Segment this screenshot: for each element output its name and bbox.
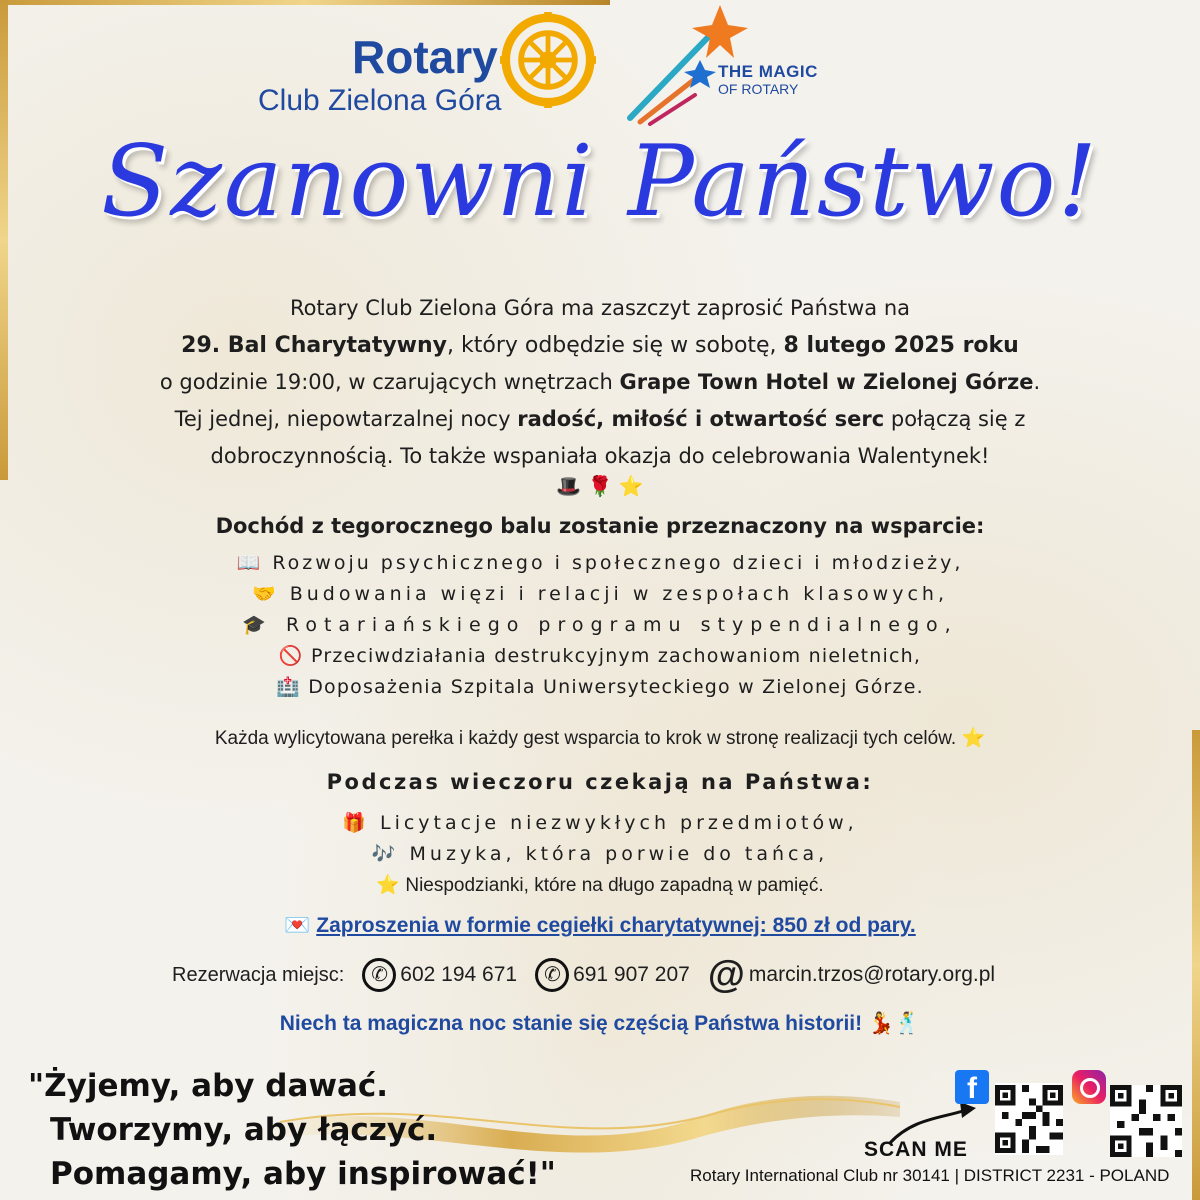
- gift-icon: 🎁: [342, 812, 370, 834]
- intro-highlight: radość, miłość i otwartość serc: [517, 407, 885, 431]
- list-item: [0, 870, 1200, 901]
- phone-number-2[interactable]: 691 907 207: [573, 963, 690, 986]
- event-name: 29. Bal Charytatywny: [181, 333, 448, 358]
- list-item-text: Licytacje niezwykłych przedmiotów,: [380, 812, 858, 834]
- intro-line-2-mid: , który odbędzie się w sobotę,: [447, 333, 784, 358]
- event-venue: Grape Town Hotel w Zielonej Górze: [619, 370, 1034, 394]
- quote-line-1: "Żyjemy, aby dawać.: [28, 1068, 389, 1104]
- evening-list: [0, 808, 1200, 901]
- footer-club-info: Rotary International Club nr 30141 | DISTRICT 2231 - POLAND: [690, 1166, 1170, 1185]
- intro-line-3-a: o godzinie 19:00, w czarujących wnętrzach: [159, 370, 620, 394]
- facebook-qr-code[interactable]: [995, 1083, 1063, 1155]
- gold-frame-top: [0, 0, 610, 5]
- graduation-cap-icon: 🎓: [242, 614, 273, 636]
- invitation-price-text: Zaproszenia w formie cegiełki charytatywnej: 850 zł od pary.: [316, 914, 916, 937]
- magic-of-rotary-line2: OF ROTARY: [718, 81, 799, 97]
- list-item: [0, 839, 1200, 870]
- phone-number-1[interactable]: 602 194 671: [400, 963, 518, 986]
- list-item: [0, 610, 1200, 641]
- intro-line-3-end: .: [1033, 370, 1041, 394]
- closing-line: Każda wylicytowana perełka i każdy gest wsparcia to krok w stronę realizacji tych celów. ⭐: [214, 728, 986, 749]
- instagram-icon[interactable]: [1072, 1070, 1106, 1104]
- prohibited-icon: 🚫: [278, 645, 304, 667]
- list-item: [0, 641, 1200, 672]
- at-sign-icon: @: [707, 954, 745, 996]
- music-notes-icon: 🎶: [371, 843, 400, 865]
- hat-rose-star-icons: 🎩 🌹 ⭐: [556, 474, 644, 498]
- purpose-list: [0, 548, 1200, 703]
- gold-frame-right: [1192, 730, 1200, 1200]
- list-item-text: Rozwoju psychicznego i społecznego dzieci i młodzieży,: [272, 552, 964, 574]
- email-address[interactable]: marcin.trzos@rotary.org.pl: [748, 963, 996, 986]
- gold-frame-left: [0, 0, 8, 480]
- rotary-wheel-icon: [500, 12, 596, 108]
- intro-line-4: [90, 401, 1110, 438]
- motto-quote: [28, 1064, 556, 1196]
- invitation-price: [0, 914, 1200, 938]
- intro-line-1: Rotary Club Zielona Góra ma zaszczyt zaprosić Państwa na: [289, 296, 911, 320]
- list-item: [0, 579, 1200, 610]
- event-date: 8 lutego 2025 roku: [783, 333, 1019, 358]
- facebook-icon[interactable]: f: [955, 1070, 989, 1104]
- whatsapp-icon: [535, 958, 569, 992]
- quote-line-3: Pomagamy, aby inspirować!": [50, 1156, 556, 1192]
- intro-paragraph: [90, 290, 1110, 475]
- rotary-club-name: Club Zielona Góra: [258, 84, 502, 117]
- scan-me-label: SCAN ME: [864, 1138, 968, 1161]
- evening-title: Podczas wieczoru czekają na Państwa:: [326, 770, 874, 794]
- list-item-text: Niespodzianki, które na długo zapadną w pamięć.: [405, 875, 824, 896]
- list-item-text: Budowania więzi i relacji w zespołach klasowych,: [289, 583, 948, 605]
- reservation-row: [172, 954, 996, 996]
- purpose-title: Dochód z tegorocznego balu zostanie przeznaczony na wsparcie:: [215, 514, 985, 538]
- intro-line-5: dobroczynnością. To także wspaniała okazja do celebrowania Walentynek!: [210, 444, 990, 468]
- list-item: [0, 548, 1200, 579]
- star-icon: ⭐: [376, 875, 401, 896]
- magic-of-rotary-line1: THE MAGIC: [718, 62, 818, 81]
- list-item-text: Doposażenia Szpitala Uniwersyteckiego w Zielonej Górze.: [308, 676, 924, 698]
- love-letter-icon: 💌: [284, 914, 311, 937]
- list-item-text: Przeciwdziałania destrukcyjnym zachowaniom nieletnich,: [311, 645, 922, 667]
- motto-line: Niech ta magiczna noc stanie się częścią Państwa historii! 💃🕺: [279, 1012, 921, 1035]
- instagram-qr-code[interactable]: [1110, 1085, 1182, 1157]
- hospital-icon: 🏥: [276, 676, 301, 698]
- rotary-logo-word: Rotary: [352, 31, 498, 83]
- book-icon: 📖: [236, 552, 264, 574]
- intro-line-3: [90, 364, 1110, 401]
- quote-line-2: Tworzymy, aby łączyć.: [50, 1112, 438, 1148]
- intro-line-4-a: Tej jednej, niepowtarzalnej nocy: [174, 407, 518, 431]
- list-item: [0, 808, 1200, 839]
- whatsapp-icon: [362, 958, 396, 992]
- intro-line-2: [90, 327, 1110, 364]
- list-item-text: Rotariańskiego programu stypendialnego,: [285, 614, 958, 636]
- intro-line-4-end: połączą się z: [884, 407, 1026, 431]
- handshake-icon: 🤝: [252, 583, 280, 605]
- list-item-text: Muzyka, która porwie do tańca,: [409, 843, 829, 865]
- reservation-label: Rezerwacja miejsc:: [172, 963, 345, 986]
- list-item: [0, 672, 1200, 703]
- headline: Szanowni Państwo!: [101, 125, 1099, 239]
